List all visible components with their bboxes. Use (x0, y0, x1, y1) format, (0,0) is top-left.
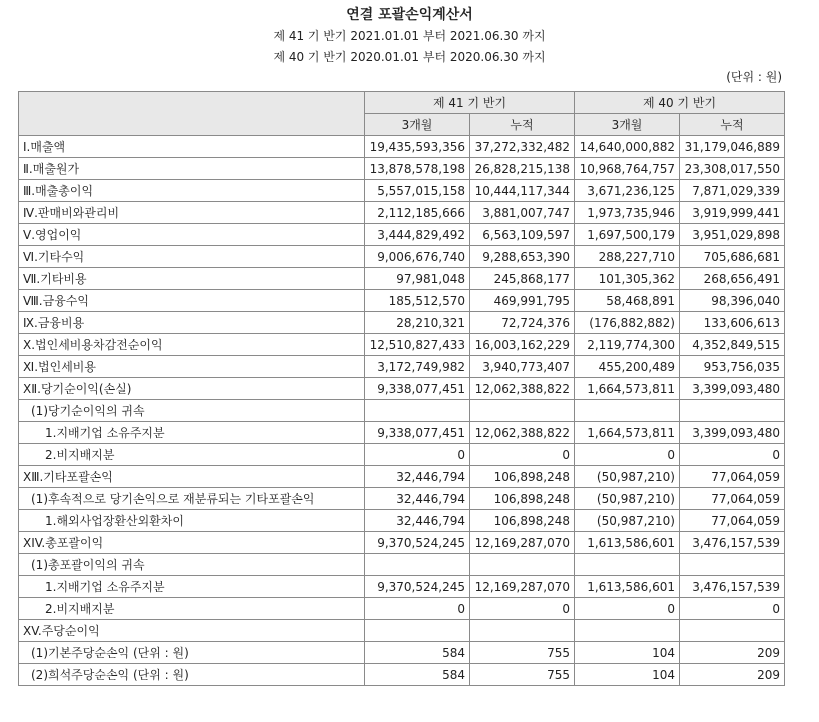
row-value: 3,671,236,125 (575, 180, 680, 202)
row-value: 10,444,117,344 (470, 180, 575, 202)
row-value: 584 (365, 664, 470, 686)
row-value: 37,272,332,482 (470, 136, 575, 158)
row-value: 77,064,059 (680, 510, 785, 532)
header-3months: 3개월 (575, 114, 680, 136)
row-value: 12,169,287,070 (470, 532, 575, 554)
row-label: Ⅶ.기타비용 (19, 268, 365, 290)
row-value: 1,697,500,179 (575, 224, 680, 246)
row-value: 133,606,613 (680, 312, 785, 334)
row-label: Ⅸ.금융비용 (19, 312, 365, 334)
table-row (19, 598, 785, 620)
row-label: 1.지배기업 소유주지분 (19, 422, 365, 444)
row-value: 3,919,999,441 (680, 202, 785, 224)
row-value: 3,951,029,898 (680, 224, 785, 246)
row-value: 1,613,586,601 (575, 532, 680, 554)
row-label: ⅩⅢ.기타포괄손익 (19, 466, 365, 488)
row-value: 469,991,795 (470, 290, 575, 312)
row-label: Ⅳ.판매비와관리비 (19, 202, 365, 224)
table-row (19, 664, 785, 686)
row-value: 77,064,059 (680, 488, 785, 510)
row-value (470, 620, 575, 642)
row-label: XIV.총포괄이익 (19, 532, 365, 554)
table-row (19, 488, 785, 510)
table-row (19, 158, 785, 180)
table-row (19, 554, 785, 576)
period-prior: 제 40 기 반기 2020.01.01 부터 2020.06.30 까지 (273, 50, 546, 64)
unit-label: (단위 : 원) (726, 70, 782, 84)
row-value: 0 (470, 444, 575, 466)
row-value (365, 554, 470, 576)
row-value: 58,468,891 (575, 290, 680, 312)
row-value: 104 (575, 664, 680, 686)
row-value: 953,756,035 (680, 356, 785, 378)
row-label: 2.비지배지분 (19, 444, 365, 466)
row-value: 0 (575, 598, 680, 620)
row-label: Ⅲ.매출총이익 (19, 180, 365, 202)
header-row-groups (19, 92, 785, 114)
row-value: (176,882,882) (575, 312, 680, 334)
row-value: 3,399,093,480 (680, 422, 785, 444)
row-value: 10,968,764,757 (575, 158, 680, 180)
row-value: 3,881,007,747 (470, 202, 575, 224)
row-value: 455,200,489 (575, 356, 680, 378)
row-value: 268,656,491 (680, 268, 785, 290)
row-label: (1)기본주당순손익 (단위 : 원) (19, 642, 365, 664)
row-value (680, 554, 785, 576)
row-value: 104 (575, 642, 680, 664)
table-row (19, 180, 785, 202)
row-value: 2,112,185,666 (365, 202, 470, 224)
row-value: 9,370,524,245 (365, 532, 470, 554)
row-value: 1,973,735,946 (575, 202, 680, 224)
row-value: 72,724,376 (470, 312, 575, 334)
row-value (680, 400, 785, 422)
row-value: 97,981,048 (365, 268, 470, 290)
table-row (19, 202, 785, 224)
table-row (19, 576, 785, 598)
row-value: (50,987,210) (575, 466, 680, 488)
row-value: 0 (680, 444, 785, 466)
row-label: 1.지배기업 소유주지분 (19, 576, 365, 598)
row-value: 14,640,000,882 (575, 136, 680, 158)
row-value: 9,370,524,245 (365, 576, 470, 598)
row-label: XV.주당순이익 (19, 620, 365, 642)
row-value: 106,898,248 (470, 488, 575, 510)
row-value (470, 554, 575, 576)
table-row (19, 356, 785, 378)
row-value: 9,338,077,451 (365, 378, 470, 400)
header-period-41: 제 41 기 반기 (365, 92, 575, 114)
row-value: 3,476,157,539 (680, 532, 785, 554)
row-value (365, 620, 470, 642)
row-value (575, 400, 680, 422)
row-value: 106,898,248 (470, 510, 575, 532)
row-value: 1,664,573,811 (575, 378, 680, 400)
row-label: (1)후속적으로 당기손익으로 재분류되는 기타포괄손익 (19, 488, 365, 510)
table-row (19, 224, 785, 246)
row-value: 185,512,570 (365, 290, 470, 312)
header-cumulative: 누적 (680, 114, 785, 136)
row-value: 32,446,794 (365, 466, 470, 488)
period-current: 제 41 기 반기 2021.01.01 부터 2021.06.30 까지 (273, 29, 546, 43)
row-label: Ⅹ.법인세비용차감전순이익 (19, 334, 365, 356)
table-row (19, 334, 785, 356)
row-value: 3,399,093,480 (680, 378, 785, 400)
row-label: 2.비지배지분 (19, 598, 365, 620)
row-label: Ⅺ.법인세비용 (19, 356, 365, 378)
row-value: 0 (575, 444, 680, 466)
row-value: 31,179,046,889 (680, 136, 785, 158)
row-value: 209 (680, 664, 785, 686)
row-value (680, 620, 785, 642)
row-value (575, 620, 680, 642)
row-value: 0 (680, 598, 785, 620)
row-value: 2,119,774,300 (575, 334, 680, 356)
row-value: 28,210,321 (365, 312, 470, 334)
row-value: 288,227,710 (575, 246, 680, 268)
row-value: 9,006,676,740 (365, 246, 470, 268)
row-value: 12,510,827,433 (365, 334, 470, 356)
row-value: 755 (470, 642, 575, 664)
table-row (19, 268, 785, 290)
row-value: 3,940,773,407 (470, 356, 575, 378)
header-cumulative: 누적 (470, 114, 575, 136)
row-value: 3,444,829,492 (365, 224, 470, 246)
table-row (19, 378, 785, 400)
row-label: 1.해외사업장환산외환차이 (19, 510, 365, 532)
row-label: (1)당기순이익의 귀속 (19, 400, 365, 422)
table-row (19, 510, 785, 532)
row-value: (50,987,210) (575, 488, 680, 510)
row-value: 1,613,586,601 (575, 576, 680, 598)
row-value: 0 (365, 444, 470, 466)
row-value: 9,338,077,451 (365, 422, 470, 444)
row-value: 26,828,215,138 (470, 158, 575, 180)
table-row (19, 246, 785, 268)
row-value: 23,308,017,550 (680, 158, 785, 180)
row-value (575, 554, 680, 576)
table-body (19, 136, 785, 686)
row-value: 705,686,681 (680, 246, 785, 268)
row-value: 4,352,849,515 (680, 334, 785, 356)
header-3months: 3개월 (365, 114, 470, 136)
row-value: 106,898,248 (470, 466, 575, 488)
row-value: 3,172,749,982 (365, 356, 470, 378)
table-row (19, 422, 785, 444)
row-value: 5,557,015,158 (365, 180, 470, 202)
row-value: 1,664,573,811 (575, 422, 680, 444)
row-label: Ⅷ.금융수익 (19, 290, 365, 312)
table-row (19, 444, 785, 466)
header-period-40: 제 40 기 반기 (575, 92, 785, 114)
row-value: 16,003,162,229 (470, 334, 575, 356)
row-value: 245,868,177 (470, 268, 575, 290)
row-value: (50,987,210) (575, 510, 680, 532)
row-value: 32,446,794 (365, 510, 470, 532)
row-value: 98,396,040 (680, 290, 785, 312)
row-value: 19,435,593,356 (365, 136, 470, 158)
row-value: 584 (365, 642, 470, 664)
table-row (19, 312, 785, 334)
table-row (19, 400, 785, 422)
row-value: 32,446,794 (365, 488, 470, 510)
row-value: 7,871,029,339 (680, 180, 785, 202)
table-row (19, 532, 785, 554)
table-row (19, 620, 785, 642)
row-label: Ⅵ.기타수익 (19, 246, 365, 268)
header-blank (19, 92, 365, 136)
row-value: 9,288,653,390 (470, 246, 575, 268)
row-value: 0 (365, 598, 470, 620)
row-label: Ⅱ.매출원가 (19, 158, 365, 180)
row-value: 13,878,578,198 (365, 158, 470, 180)
table-row (19, 466, 785, 488)
table-row (19, 136, 785, 158)
row-value: 12,169,287,070 (470, 576, 575, 598)
row-value: 12,062,388,822 (470, 378, 575, 400)
row-label: Ⅰ.매출액 (19, 136, 365, 158)
row-value: 0 (470, 598, 575, 620)
row-label: (2)희석주당순손익 (단위 : 원) (19, 664, 365, 686)
statement-title: 연결 포괄손익계산서 (346, 7, 473, 23)
table-row (19, 290, 785, 312)
row-value: 3,476,157,539 (680, 576, 785, 598)
row-value (470, 400, 575, 422)
row-value: 6,563,109,597 (470, 224, 575, 246)
row-value: 12,062,388,822 (470, 422, 575, 444)
row-value: 77,064,059 (680, 466, 785, 488)
row-value (365, 400, 470, 422)
row-value: 209 (680, 642, 785, 664)
row-label: ⅩⅡ.당기순이익(손실) (19, 378, 365, 400)
income-statement-table (18, 91, 785, 686)
row-label: (1)총포괄이익의 귀속 (19, 554, 365, 576)
row-value: 755 (470, 664, 575, 686)
table-row (19, 642, 785, 664)
row-value: 101,305,362 (575, 268, 680, 290)
row-label: Ⅴ.영업이익 (19, 224, 365, 246)
